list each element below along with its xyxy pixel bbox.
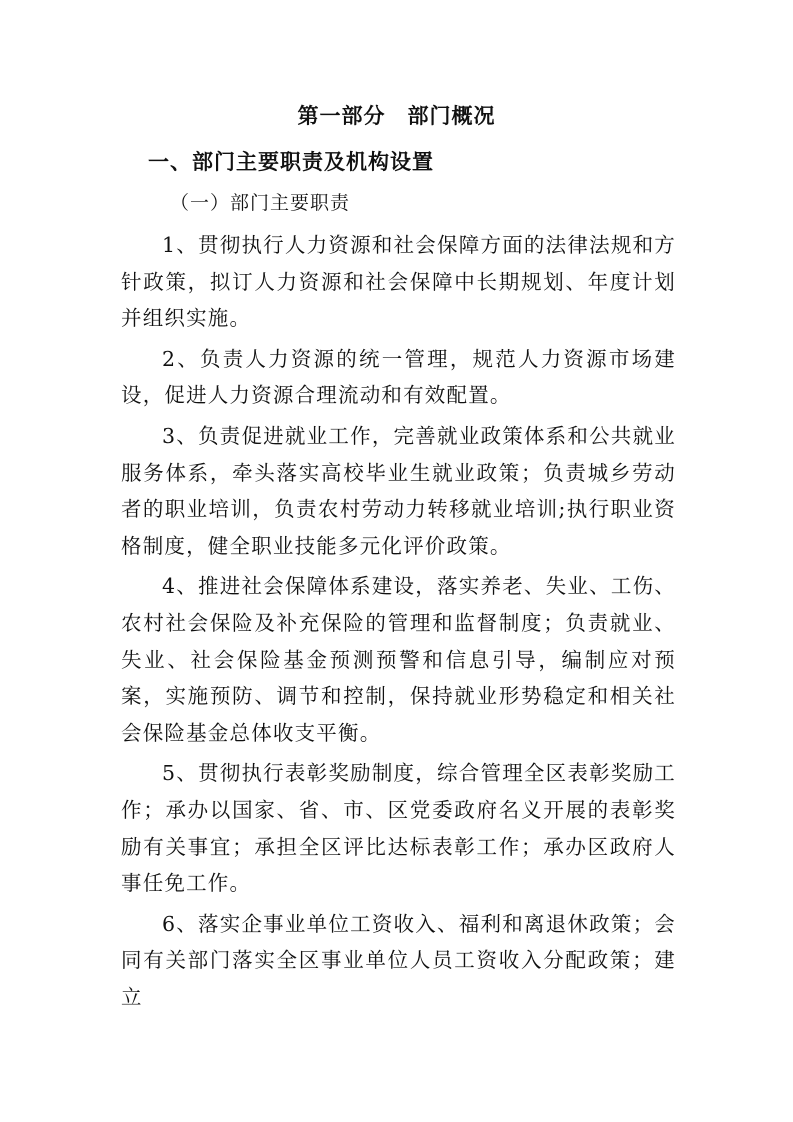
sub-heading: （一）部门主要职责 [170,192,351,214]
paragraph-2: 2、负责人力资源的统一管理，规范人力资源市场建设，促进人力资源合理流动和有效配置。 [121,346,676,408]
paragraph-3: 3、负责促进就业工作，完善就业政策体系和公共就业服务体系，牵头落实高校毕业生就业政策；负责城乡劳动者的职业培训，负责农村劳动力转移就业培训;执行职业资格制度，健全职业技能多元化评价政策。 [121,423,676,558]
paragraph-4: 4、推进社会保障体系建设，落实养老、失业、工伤、农村社会保险及补充保险的管理和监督制度；负责就业、失业、社会保险基金预测预警和信息引导，编制应对预案，实施预防、调节和控制，保持就业形势稳定和相关社会保险基金总体收支平衡。 [121,574,676,745]
paragraph-1: 1、贯彻执行人力资源和社会保障方面的法律法规和方针政策，拟订人力资源和社会保障中长期规划、年度计划并组织实施。 [121,233,676,331]
body-text [121,227,676,1019]
section-heading: 一、部门主要职责及机构设置 [148,150,434,174]
part-title: 第一部分 部门概况 [297,104,496,128]
paragraph-6: 6、落实企事业单位工资收入、福利和离退休政策；会同有关部门落实全区事业单位人员工资收入分配政策；建立 [121,911,676,1009]
paragraph-5: 5、贯彻执行表彰奖励制度，综合管理全区表彰奖励工作；承办以国家、省、市、区党委政府名义开展的表彰奖励有关事宜；承担全区评比达标表彰工作；承办区政府人事任免工作。 [121,761,676,896]
